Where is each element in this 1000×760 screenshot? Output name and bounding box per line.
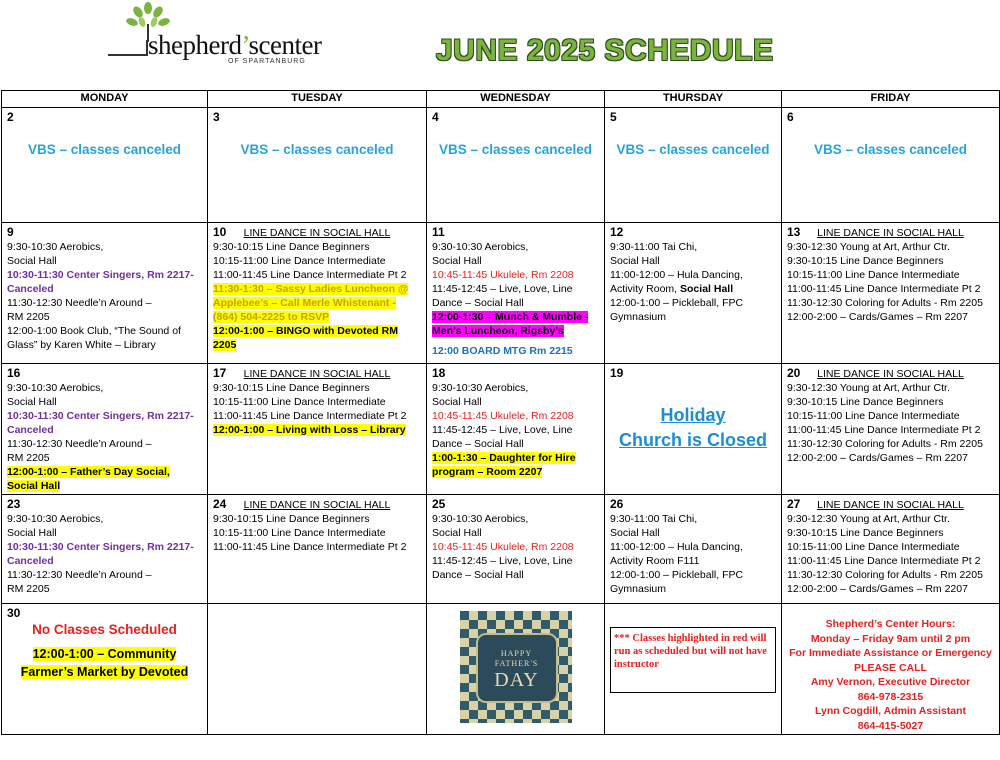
day-cell — [2, 223, 208, 364]
vbs-canceled-note: VBS – classes canceled — [27, 142, 182, 157]
event-line: 9:30-10:30 Aerobics, — [432, 241, 529, 253]
weekday-header: FRIDAY — [782, 91, 1000, 108]
day-cell — [2, 495, 208, 604]
week-row — [2, 108, 1000, 223]
logo-baseline — [108, 54, 146, 56]
event-line: 9:30-10:30 Aerobics, — [7, 513, 104, 525]
day-number: 16 — [7, 366, 21, 380]
event-line: 9:30-10:30 Aerobics, — [432, 382, 529, 394]
calendar-table — [1, 90, 1000, 735]
event-line: 9:30-10:15 Line Dance Beginners — [213, 382, 370, 394]
line-dance-heading: LINE DANCE IN SOCIAL HALL — [817, 499, 964, 511]
day-number: 5 — [610, 110, 617, 124]
day-number: 13 — [787, 225, 801, 239]
fathers-day-card-label: HAPPY FATHER'S DAY — [476, 633, 558, 703]
hours-heading: Shepherd’s Center Hours: — [825, 618, 956, 630]
day-cell — [782, 223, 1000, 364]
event-line: 11:00-12:00 – Hula Dancing, Activity Room F111 — [610, 541, 743, 567]
fathers-day-card-image — [460, 611, 572, 723]
event-line: 10:15-11:00 Line Dance Intermediate — [787, 410, 960, 422]
event-line: 11:45-12:45 – Live, Love, Line Dance – Social Hall — [432, 424, 573, 450]
day-number: 27 — [787, 497, 801, 511]
day-number: 6 — [787, 110, 794, 124]
event-line: 9:30-10:15 Line Dance Beginners — [787, 396, 944, 408]
event-no-instructor: 10:45-11:45 Ukulele, Rm 2208 — [432, 410, 574, 422]
line-dance-heading: LINE DANCE IN SOCIAL HALL — [817, 227, 964, 239]
week-row — [2, 364, 1000, 495]
day-number: 24 — [213, 497, 227, 511]
day-cell — [427, 364, 605, 495]
event-highlighted: 11:30-1:30 – Sassy Ladies Luncheon @ Applebee’s – Call Merle Whistenant - (864) 504-2225 to RSVP — [213, 283, 409, 323]
event-highlighted: 12:00-1:00 – BINGO with Devoted RM 2205 — [213, 325, 398, 351]
day-cell — [605, 108, 782, 223]
day-cell — [605, 223, 782, 364]
event-line: RM 2205 — [7, 311, 50, 323]
weekday-header: WEDNESDAY — [427, 91, 605, 108]
day-number: 4 — [432, 110, 439, 124]
event-line: 10:15-11:00 Line Dance Intermediate — [213, 396, 386, 408]
event-line: 9:30-12:30 Young at Art, Arthur Ctr. — [787, 513, 950, 525]
event-line: Social Hall — [7, 396, 57, 408]
day-cell — [782, 604, 1000, 735]
event-line: Social Hall — [432, 527, 482, 539]
day-number: 2 — [7, 110, 14, 124]
day-number: 12 — [610, 225, 624, 239]
farmers-market-event: 12:00-1:00 – Community Farmer’s Market by Devoted — [20, 647, 189, 679]
day-cell — [208, 108, 427, 223]
please-call-text: PLEASE CALL — [854, 661, 927, 674]
day-number: 19 — [610, 366, 624, 380]
event-line: 11:45-12:45 – Live, Love, Line Dance – Social Hall — [432, 283, 573, 309]
event-line: 11:30-12:30 Coloring for Adults - Rm 2205 — [787, 297, 983, 309]
holiday-title: Holiday — [660, 405, 726, 425]
event-line: Social Hall — [7, 527, 57, 539]
day-cell — [427, 108, 605, 223]
event-line: Social Hall — [432, 396, 482, 408]
line-dance-heading: LINE DANCE IN SOCIAL HALL — [243, 227, 391, 239]
week-row — [2, 495, 1000, 604]
event-line: 9:30-12:30 Young at Art, Arthur Ctr. — [787, 382, 950, 394]
event-canceled: 10:30-11:30 Center Singers, Rm 2217-Canceled — [7, 269, 194, 295]
event-line: 11:45-12:45 – Live, Love, Line Dance – Social Hall — [432, 555, 573, 581]
day-cell — [427, 495, 605, 604]
event-line: 9:30-12:30 Young at Art, Arthur Ctr. — [787, 241, 950, 253]
event-line: 11:30-12:30 Needle’n Around – — [7, 297, 152, 309]
event-line: 9:30-10:30 Aerobics, — [432, 513, 529, 525]
weekday-header: MONDAY — [2, 91, 208, 108]
event-line: 9:30-10:15 Line Dance Beginners — [213, 241, 370, 253]
event-line: 9:30-10:15 Line Dance Beginners — [787, 527, 944, 539]
day-number: 25 — [432, 497, 446, 511]
day-number: 30 — [7, 606, 21, 620]
event-line: 11:00-11:45 Line Dance Intermediate Pt 2 — [213, 269, 407, 281]
event-line: 9:30-11:00 Tai Chi, — [610, 241, 698, 253]
day-cell — [2, 108, 208, 223]
weekday-header: THURSDAY — [605, 91, 782, 108]
event-line: 9:30-10:15 Line Dance Beginners — [787, 255, 944, 267]
day-number: 20 — [787, 366, 801, 380]
day-number: 26 — [610, 497, 624, 511]
day-cell — [208, 364, 427, 495]
no-classes-notice: No Classes Scheduled — [32, 622, 177, 637]
day-cell — [208, 223, 427, 364]
page-header — [0, 0, 1000, 88]
line-dance-heading: LINE DANCE IN SOCIAL HALL — [243, 368, 391, 380]
event-canceled: 10:30-11:30 Center Singers, Rm 2217-Canceled — [7, 541, 194, 567]
event-highlighted: 12:00-1:30 – Munch & Mumble - Men’s Luncheon, Rigsby’s — [432, 311, 589, 337]
event-no-instructor: 10:45-11:45 Ukulele, Rm 2208 — [432, 269, 574, 281]
day-number: 3 — [213, 110, 220, 124]
week-row — [2, 223, 1000, 364]
contact-phone: 864-978-2315 — [857, 690, 924, 703]
vbs-canceled-note: VBS – classes canceled — [813, 142, 968, 157]
day-number: 9 — [7, 225, 14, 239]
event-line: 12:00-1:00 – Pickleball, FPC Gymnasium — [610, 297, 744, 323]
day-number: 18 — [432, 366, 446, 380]
event-line: 11:00-11:45 Line Dance Intermediate Pt 2 — [787, 283, 981, 295]
day-number: 23 — [7, 497, 21, 511]
event-line: 9:30-10:30 Aerobics, — [7, 241, 104, 253]
event-line: 11:00-11:45 Line Dance Intermediate Pt 2 — [787, 555, 981, 567]
event-line: 12:00-2:00 – Cards/Games – Rm 2207 — [787, 583, 968, 595]
day-cell — [782, 495, 1000, 604]
day-cell-empty — [208, 604, 427, 735]
holiday-notice — [610, 403, 776, 453]
event-line: Social Hall — [432, 255, 482, 267]
event-line: 12:00-1:00 Book Club, “The Sound of Glass” by Karen White – Library — [7, 325, 181, 351]
event-canceled: 10:30-11:30 Center Singers, Rm 2217-Canceled — [7, 410, 194, 436]
event-line: 11:00-11:45 Line Dance Intermediate Pt 2 — [787, 424, 981, 436]
week-row — [2, 604, 1000, 735]
event-line: 11:00-11:45 Line Dance Intermediate Pt 2 — [213, 410, 407, 422]
event-line: 12:00-2:00 – Cards/Games – Rm 2207 — [787, 311, 968, 323]
day-cell — [782, 108, 1000, 223]
center-hours-info — [787, 617, 994, 733]
page-title: JUNE 2025 SCHEDULE — [436, 34, 774, 67]
day-cell — [2, 604, 208, 735]
board-meeting: 12:00 BOARD MTG Rm 2215 — [432, 345, 573, 357]
event-line: 12:00-1:00 – Pickleball, FPC Gymnasium — [610, 569, 744, 595]
shepherds-center-logo — [108, 2, 322, 70]
day-cell — [605, 495, 782, 604]
vbs-canceled-note: VBS – classes canceled — [616, 142, 770, 157]
contact-phone: 864-415-5027 — [857, 719, 924, 732]
contact-name: Amy Vernon, Executive Director — [810, 676, 971, 688]
event-line: 10:15-11:00 Line Dance Intermediate — [787, 269, 960, 281]
event-line: RM 2205 — [7, 452, 50, 464]
logo-wordmark: shepherd’scenter — [148, 30, 322, 60]
event-line: Social Hall — [610, 527, 660, 539]
day-cell — [208, 495, 427, 604]
event-highlighted: 12:00-1:00 – Living with Loss – Library — [213, 424, 406, 436]
day-number: 17 — [213, 366, 227, 380]
event-line: 9:30-10:30 Aerobics, — [7, 382, 104, 394]
event-line: Social Hall — [610, 255, 660, 267]
event-line: 11:30-12:30 Coloring for Adults - Rm 2205 — [787, 438, 983, 450]
event-line: 11:00-11:45 Line Dance Intermediate Pt 2 — [213, 541, 407, 553]
event-line: 10:15-11:00 Line Dance Intermediate — [213, 527, 386, 539]
vbs-canceled-note: VBS – classes canceled — [240, 142, 394, 157]
event-line: 11:00-12:00 – Hula Dancing, Activity Room, Social Hall — [610, 269, 743, 295]
event-highlighted: 12:00-1:00 – Father’s Day Social, Social Hall — [7, 466, 170, 492]
event-highlighted: 1:00-1:30 – Daughter for Hire program – Room 2207 — [432, 452, 576, 478]
event-line: 10:15-11:00 Line Dance Intermediate — [213, 255, 386, 267]
logo-subtitle: OF SPARTANBURG — [228, 58, 306, 65]
church-closed-text: Church is Closed — [618, 430, 768, 450]
event-line: 11:30-12:30 Needle’n Around – — [7, 569, 152, 581]
assistance-text: For Immediate Assistance or Emergency — [789, 647, 992, 659]
day-number: 10 — [213, 225, 227, 239]
vbs-canceled-note: VBS – classes canceled — [438, 142, 593, 157]
day-cell — [427, 223, 605, 364]
day-cell — [605, 364, 782, 495]
event-line: RM 2205 — [7, 583, 50, 595]
event-line: 11:30-12:30 Coloring for Adults - Rm 2205 — [787, 569, 983, 581]
line-dance-heading: LINE DANCE IN SOCIAL HALL — [243, 499, 391, 511]
event-line: 9:30-11:00 Tai Chi, — [610, 513, 698, 525]
event-line: 10:15-11:00 Line Dance Intermediate — [787, 541, 960, 553]
day-number: 11 — [432, 225, 445, 239]
event-line: Social Hall — [7, 255, 57, 267]
event-line: 12:00-2:00 – Cards/Games – Rm 2207 — [787, 452, 968, 464]
day-cell — [782, 364, 1000, 495]
weekday-header: TUESDAY — [208, 91, 427, 108]
event-line: 9:30-10:15 Line Dance Beginners — [213, 513, 370, 525]
red-classes-note: *** Classes highlighted in red will run as scheduled but will not have instructor — [610, 627, 776, 693]
weekday-header-row — [2, 91, 1000, 108]
day-cell — [427, 604, 605, 735]
event-line: 11:30-12:30 Needle’n Around – — [7, 438, 152, 450]
hours-days: Monday – Friday 9am until 2 pm — [810, 632, 971, 645]
event-no-instructor: 10:45-11:45 Ukulele, Rm 2208 — [432, 541, 574, 553]
contact-name: Lynn Cogdill, Admin Assistant — [814, 705, 967, 717]
day-cell — [605, 604, 782, 735]
line-dance-heading: LINE DANCE IN SOCIAL HALL — [817, 368, 964, 380]
day-cell — [2, 364, 208, 495]
